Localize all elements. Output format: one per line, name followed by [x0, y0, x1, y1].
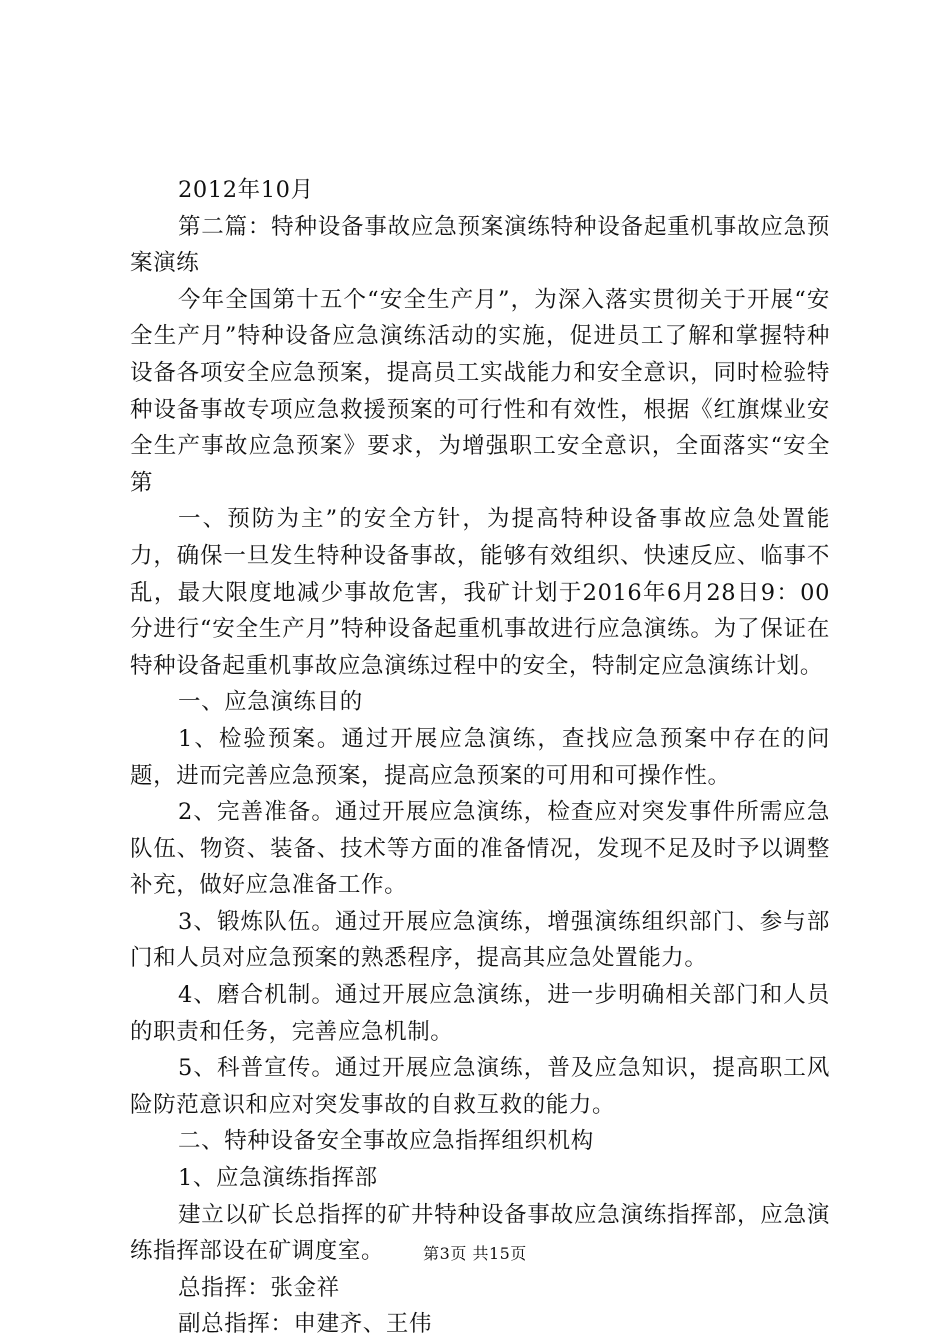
command-post-paragraph: 建立以矿长总指挥的矿井特种设备事故应急演练指挥部，应急演练指挥部设在矿调度室。	[130, 1201, 830, 1265]
plan-paragraph: 一、预防为主”的安全方针，为提高特种设备事故应急处置能力，确保一旦发生特种设备事故，能够有效组织、快速反应、临事不乱，最大限度地减少事故危害，我矿计划于2016年6月28日9：00分进行“安全生产月”特种设备起重机事故进行应急演练。为了保证在特种设备起重机事故应急演练过程中的安全，特制定应急演练计划。	[130, 506, 830, 679]
deputy-commanders: 副总指挥：申建齐、王伟	[178, 1311, 433, 1338]
heading-organization: 二、特种设备安全事故应急指挥组织机构	[178, 1128, 594, 1155]
heading-drill-purpose: 一、应急演练目的	[178, 689, 363, 716]
section-title: 第二篇：特种设备事故应急预案演练特种设备起重机事故应急预案演练	[130, 213, 830, 277]
intro-paragraph: 今年全国第十五个“安全生产月”，为深入落实贯彻关于开展“安全生产月”特种设备应急演练活动的实施，促进员工了解和掌握特种设备各项安全应急预案，提高员工实战能力和安全意识，同时检验特种设备事故专项应急救援预案的可行性和有效性，根据《红旗煤业安全生产事故应急预案》要求，为增强职工安全意识，全面落实“安全第	[130, 286, 830, 496]
purpose-item-3: 3、锻炼队伍。通过开展应急演练，增强演练组织部门、参与部门和人员对应急预案的熟悉程序，提高其应急处置能力。	[130, 908, 830, 972]
document-body	[130, 172, 830, 1343]
date-line: 2012年10月	[178, 177, 314, 203]
page-footer: 第3页 共15页	[423, 1244, 527, 1263]
purpose-item-1: 1、检验预案。通过开展应急演练，查找应急预案中存在的问题，进而完善应急预案，提高应急预案的可用和可操作性。	[130, 725, 830, 789]
heading-command-post: 1、应急演练指挥部	[178, 1165, 378, 1192]
chief-commander: 总指挥：张金祥	[178, 1274, 340, 1301]
purpose-item-5: 5、科普宣传。通过开展应急演练，普及应急知识，提高职工风险防范意识和应对突发事故的自救互救的能力。	[130, 1055, 830, 1118]
purpose-item-2: 2、完善准备。通过开展应急演练，检查应对突发事件所需应急队伍、物资、装备、技术等方面的准备情况，发现不足及时予以调整补充，做好应急准备工作。	[130, 799, 830, 899]
purpose-item-4: 4、磨合机制。通过开展应急演练，进一步明确相关部门和人员的职责和任务，完善应急机制。	[130, 982, 830, 1045]
